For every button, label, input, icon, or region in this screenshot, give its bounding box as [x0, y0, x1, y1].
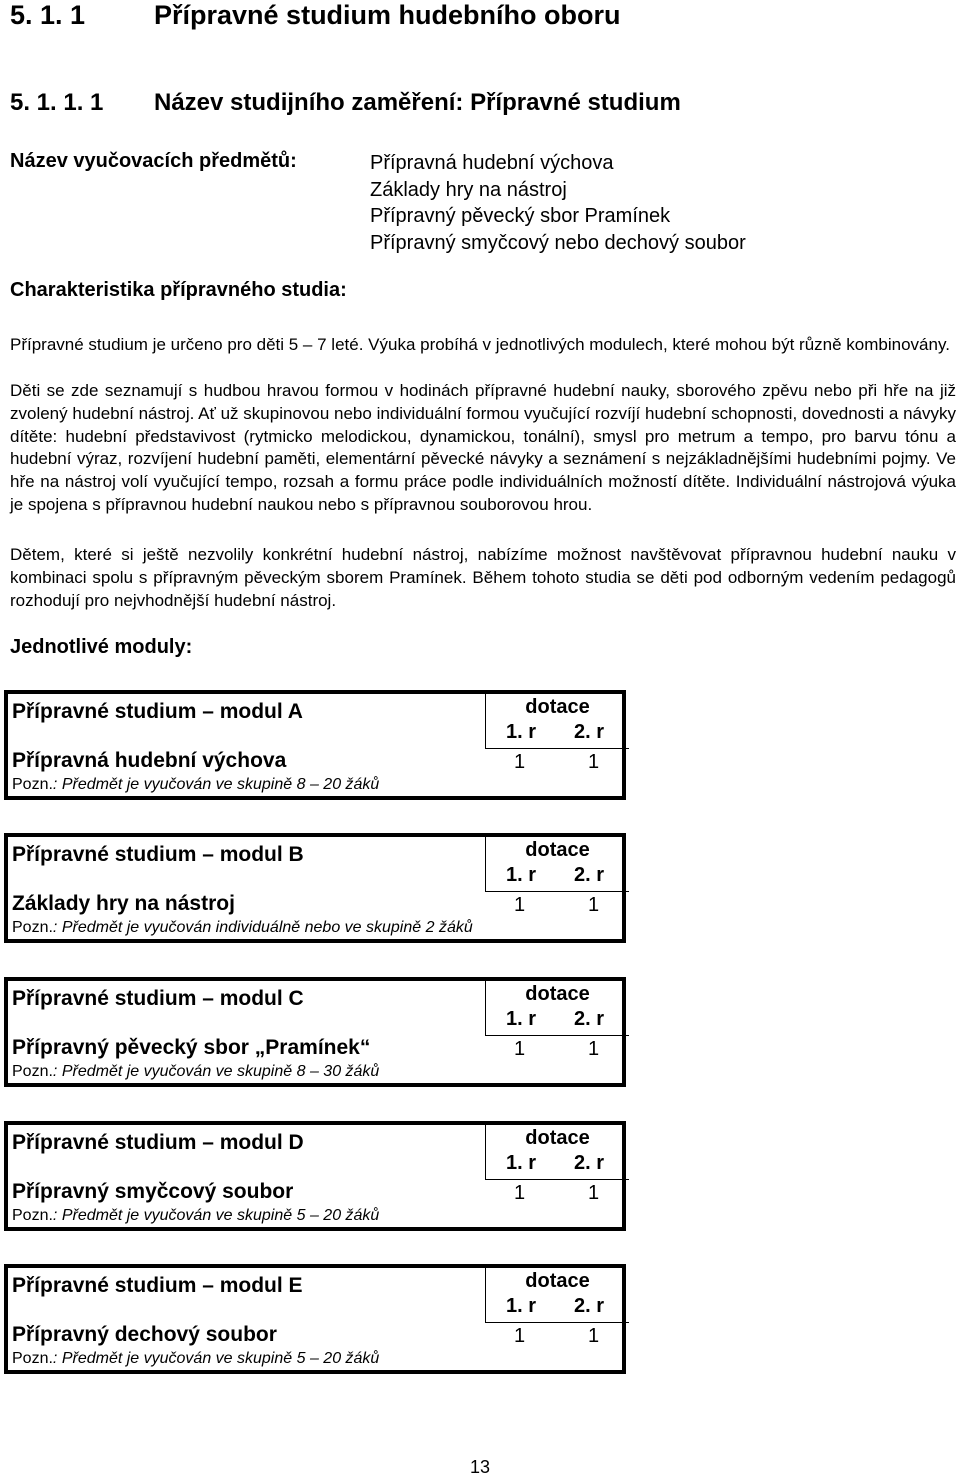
module-title: Přípravné studium – modul B [12, 843, 304, 866]
page-number: 13 [470, 1457, 491, 1477]
paragraph: Přípravné studium je určeno pro děti 5 – 7 leté. Výuka probíhá v jednotlivých modulech, které mohou být různě kombinovány. [10, 335, 950, 354]
module-title: Přípravné studium – modul D [12, 1131, 304, 1154]
module-table-c [4, 977, 626, 1087]
subject-item: Přípravný smyčcový nebo dechový soubor [370, 231, 746, 254]
chapter-heading [10, 0, 621, 31]
note-text: : Předmět je vyučován individuálně nebo ve skupině 2 žáků [52, 919, 473, 936]
dotace-header: dotace [525, 839, 590, 861]
module-table-e [4, 1264, 626, 1374]
characteristics-label: Charakteristika přípravného studia: [10, 279, 347, 301]
year-1-value: 1 [514, 1038, 526, 1060]
note-prefix: Pozn. [12, 1207, 53, 1224]
dotace-box [485, 981, 629, 1036]
paragraph: Dětem, které si ještě nezvolily konkrétní hudební nástroj, nabízíme možnost navštěvovat přípravnou hudební nauku v kombinaci spolu s přípravným pěveckým sborem Pramínek. Během tohoto studia se děti pod odborným vedením pedagogů rozhodují pro nejvhodnější hudební nástroj. [10, 545, 956, 610]
dotace-box [485, 694, 629, 749]
subject-item: Základy hry na nástroj [370, 178, 567, 201]
paragraph: Děti se zde seznamují s hudbou hravou formou v hodinách přípravné hudební nauky, sborového zpěvu nebo při hře na již zvolený hudební nástroj. Ať už skupinovou nebo individuální formou vyučující rozvíjí hudební schopnosti, dovednosti a návyky dítěte: hudební představivost (rytmicko melodickou, dynamickou, tonální), smysl pro metrum a tempo, pro barvu tónu a hudební výraz, rozvíjení hudební paměti, elementární pěvecké návyky a seznámení s nejzákladnějšími hudebními pojmy. Ve hře na nástroj volí vyučující tempo, rozsah a formu práce podle individuálních možností dítěte. Individuální nástrojová výuka je spojena s přípravnou hudební naukou nebo s přípravnou souborovou hrou. [10, 381, 956, 514]
dotace-header: dotace [525, 1270, 590, 1292]
module-note [12, 1350, 379, 1368]
module-subject: Přípravný pěvecký sbor „Pramínek“ [12, 1036, 371, 1059]
module-note [12, 919, 473, 937]
module-title: Přípravné studium – modul C [12, 987, 304, 1010]
year-1-value: 1 [514, 894, 526, 916]
note-prefix: Pozn. [12, 919, 53, 936]
year-2-value: 1 [588, 894, 600, 916]
dotace-box [485, 1268, 629, 1323]
module-subject: Přípravná hudební výchova [12, 749, 287, 772]
year-1-value: 1 [514, 751, 526, 773]
module-table-b [4, 833, 626, 943]
year-2-value: 1 [588, 1325, 600, 1347]
module-note [12, 776, 379, 794]
year-2-header: 2. r [574, 1295, 605, 1317]
year-1-value: 1 [514, 1182, 526, 1204]
year-2-header: 2. r [574, 721, 605, 743]
year-1-value: 1 [514, 1325, 526, 1347]
year-2-value: 1 [588, 1182, 600, 1204]
year-2-header: 2. r [574, 1008, 605, 1030]
section-title: Název studijního zaměření: Přípravné studium [154, 89, 681, 116]
year-2-value: 1 [588, 1038, 600, 1060]
dotace-header: dotace [525, 1127, 590, 1149]
module-table-d [4, 1121, 626, 1231]
subjects-list [370, 150, 746, 256]
year-1-header: 1. r [506, 864, 537, 886]
year-2-header: 2. r [574, 1152, 605, 1174]
note-prefix: Pozn. [12, 1350, 53, 1367]
note-text: : Předmět je vyučován ve skupině 8 – 20 žáků [52, 776, 380, 793]
dotace-box [485, 1125, 629, 1180]
year-2-header: 2. r [574, 864, 605, 886]
subject-item: Přípravný pěvecký sbor Pramínek [370, 205, 671, 227]
dotace-header: dotace [525, 983, 590, 1005]
year-2-value: 1 [588, 751, 600, 773]
module-note [12, 1063, 379, 1081]
module-subject: Přípravný dechový soubor [12, 1323, 277, 1346]
module-note [12, 1207, 379, 1225]
note-text: : Předmět je vyučován ve skupině 5 – 20 žáků [52, 1207, 380, 1224]
year-1-header: 1. r [506, 1152, 537, 1174]
module-table-a [4, 690, 626, 800]
module-subject: Základy hry na nástroj [12, 892, 235, 915]
note-text: : Předmět je vyučován ve skupině 8 – 30 žáků [52, 1063, 380, 1080]
chapter-title: Přípravné studium hudebního oboru [154, 0, 621, 30]
subjects-label: Název vyučovacích předmětů: [10, 150, 297, 172]
year-1-header: 1. r [506, 721, 537, 743]
year-1-header: 1. r [506, 1295, 537, 1317]
module-subject: Přípravný smyčcový soubor [12, 1180, 294, 1203]
section-number: 5. 1. 1. 1 [10, 89, 104, 116]
year-1-header: 1. r [506, 1008, 537, 1030]
note-text: : Předmět je vyučován ve skupině 5 – 20 žáků [52, 1350, 380, 1367]
note-prefix: Pozn. [12, 1063, 53, 1080]
module-title: Přípravné studium – modul E [12, 1274, 303, 1297]
section-heading [10, 89, 681, 117]
module-title: Přípravné studium – modul A [12, 700, 303, 723]
dotace-header: dotace [525, 696, 590, 718]
subject-item: Přípravná hudební výchova [370, 152, 614, 174]
modules-label: Jednotlivé moduly: [10, 636, 193, 658]
chapter-number: 5. 1. 1 [10, 0, 86, 30]
dotace-box [485, 837, 629, 892]
note-prefix: Pozn. [12, 776, 53, 793]
